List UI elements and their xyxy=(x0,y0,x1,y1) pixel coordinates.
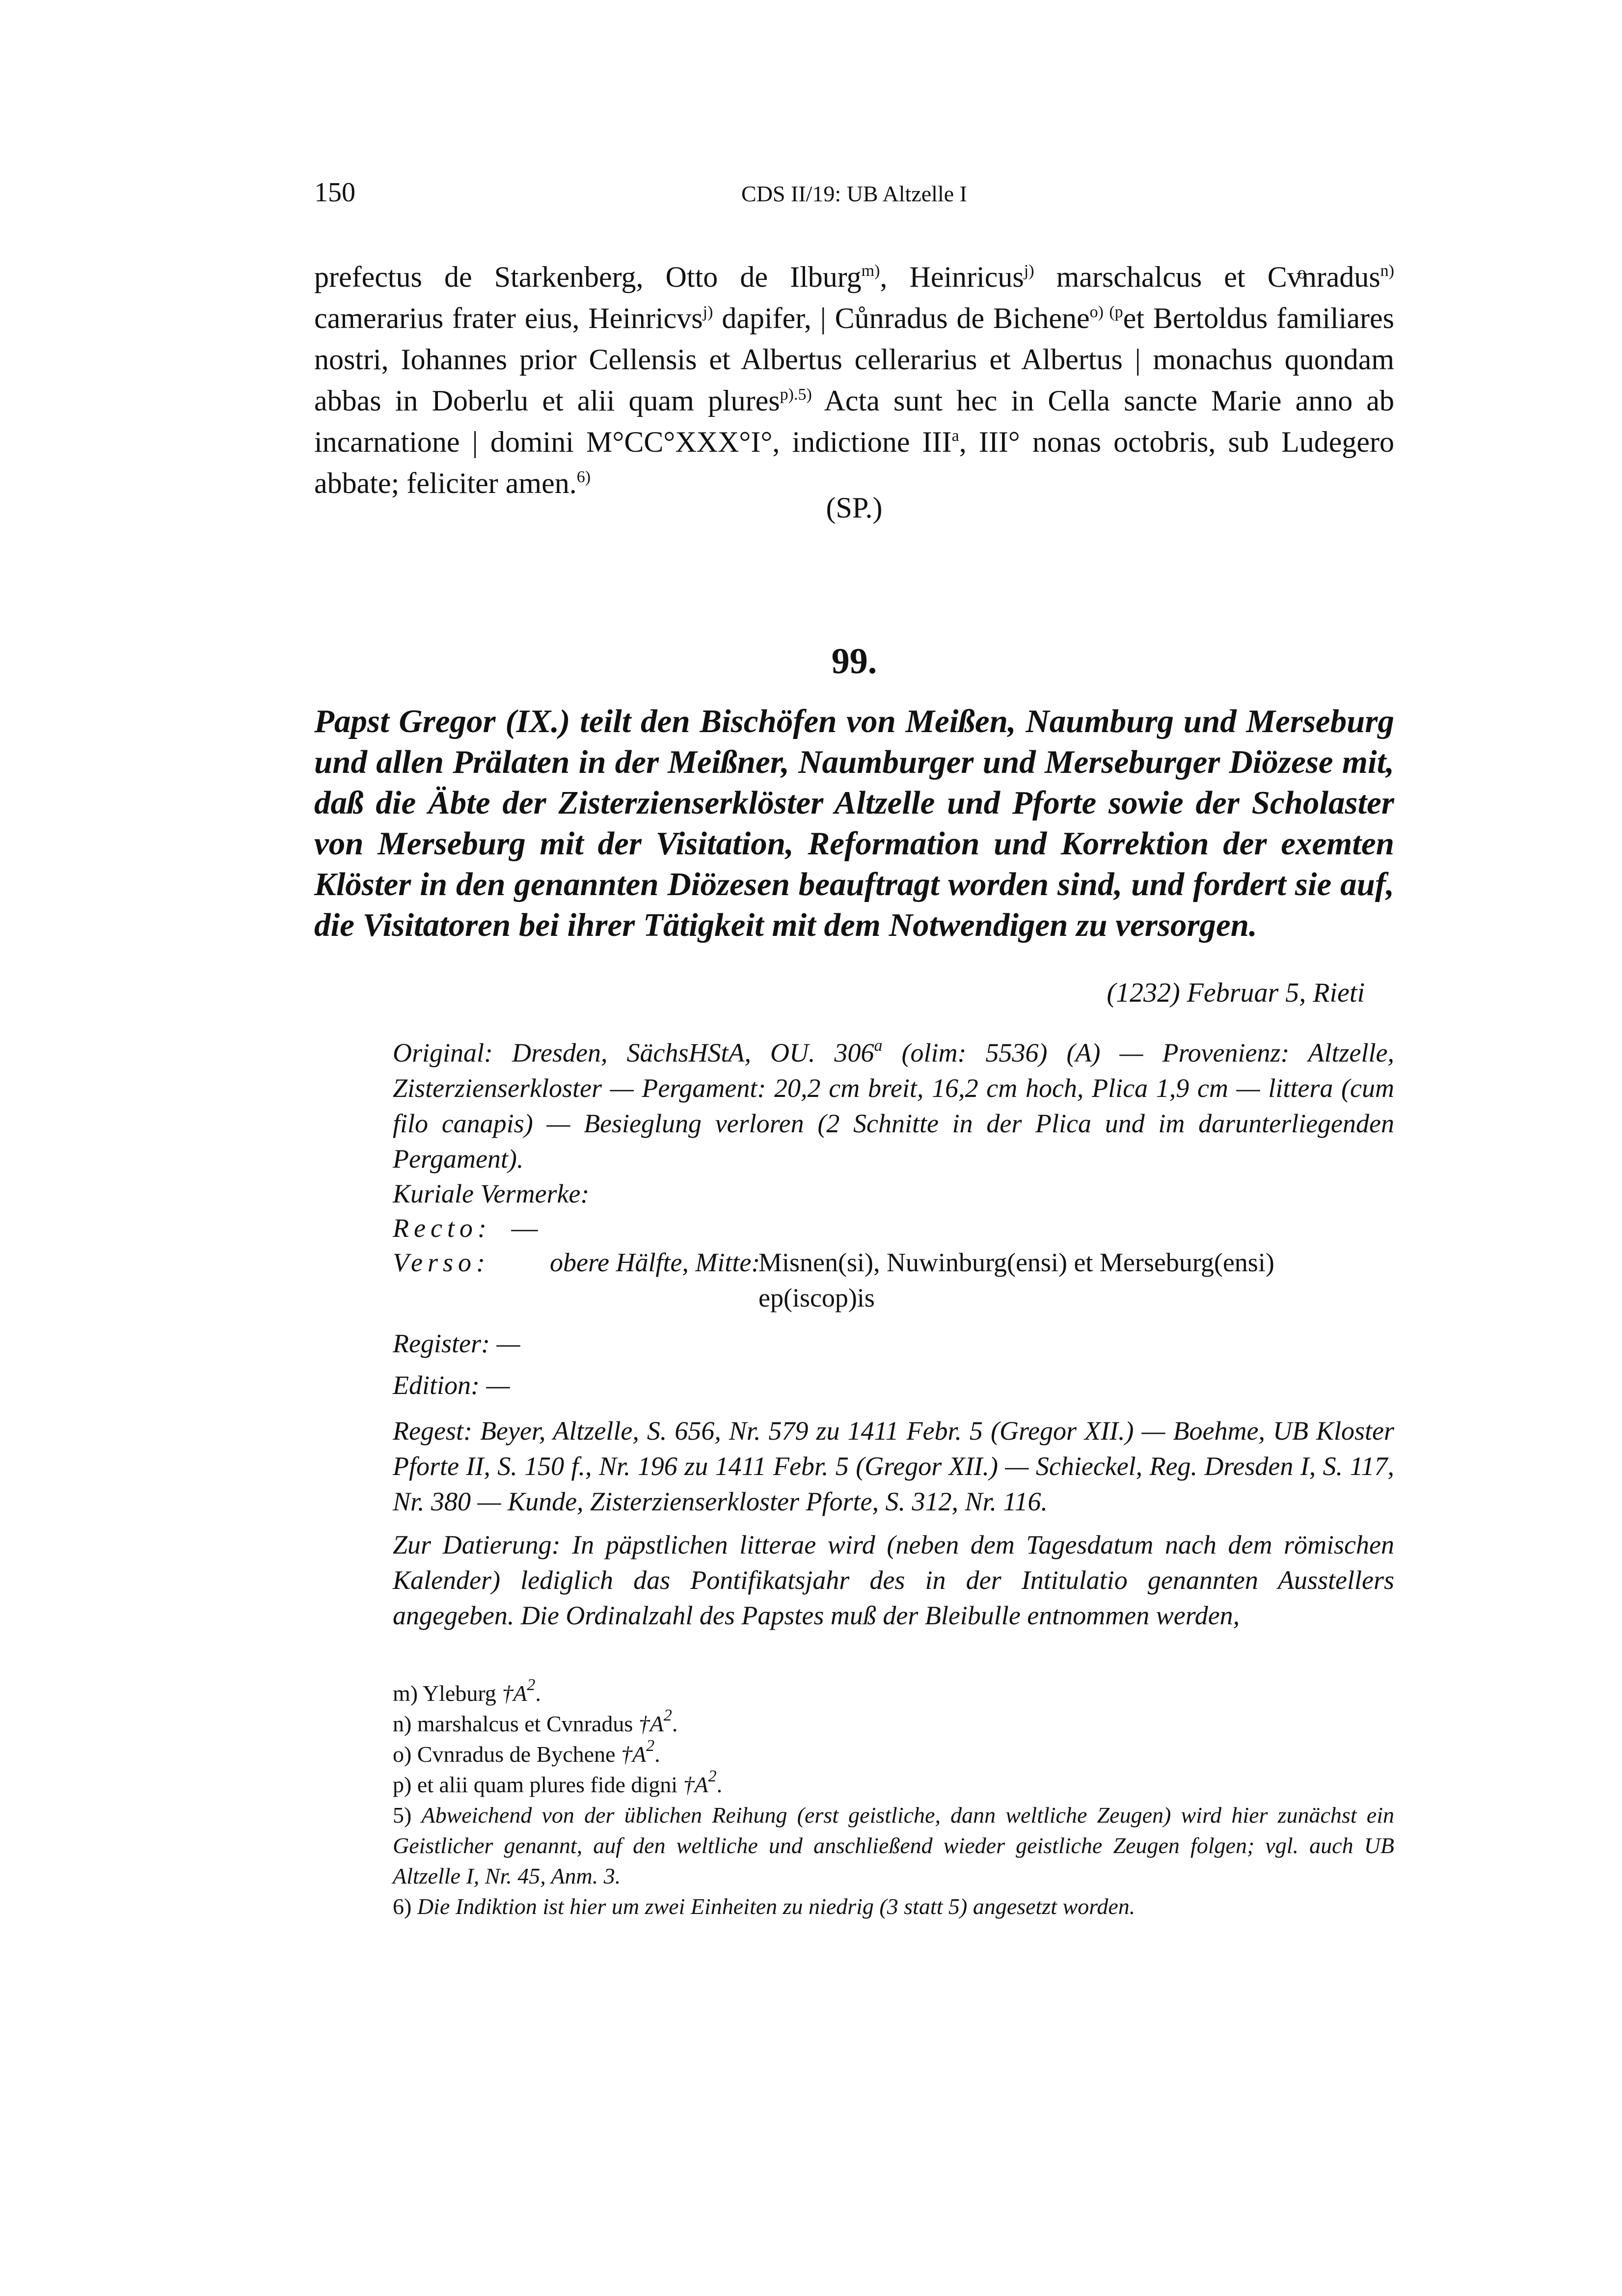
original-description: Original: Dresden, SächsHStA, OU. 306$^a$ (olim: 5536) (A) — Provenienz: Altzelle, Zisterzienserkloster — Pergament: 20,2 cm breit, 16,2 cm hoch, Plica 1,9 cm — littera (cum filo canapis) — Besieglung verloren (2 Schnitte in der Plica und im darunterliegenden Pergament). xyxy=(393,1037,1394,1174)
document-date: (1232) Februar 5, Rieti xyxy=(1107,978,1365,1008)
variant-marker-j: j) xyxy=(1024,262,1034,280)
recto-label: Recto: xyxy=(393,1213,491,1243)
verso-text: Misnen(si), Nuwinburg(ensi) et Merseburg(ensi) ep(iscop)is xyxy=(758,1248,1274,1312)
register-line: Register: — xyxy=(393,1329,520,1358)
variant-marker-p-open: (p xyxy=(1103,303,1123,321)
page-header xyxy=(314,177,1394,216)
variant-marker-n: n) xyxy=(1380,262,1394,280)
variant-marker-j: j) xyxy=(703,303,713,321)
footnote-5: 5) Abweichend von der üblichen Reihung (erst geistliche, dann weltliche Zeugen) wird hier zunächst ein Geistlicher genannt, auf den weltliche und anschließend wieder geistliche Zeugen folgen; vgl. auch UB Altzelle I, Nr. 45, Anm. 3. xyxy=(393,1803,1394,1888)
variant-marker-o: o) xyxy=(1089,303,1104,321)
regest-summary: Papst Gregor (IX.) teilt den Bischöfen von Meißen, Naumburg und Merseburg und allen Prälaten in der Meißner, Naumburger und Merseburger Diözese mit, daß die Äbte der Zisterzienserklöster Altzelle und Pforte sowie der Scholaster von Merseburg mit der Visitation, Reformation und Korrektion der exemten Klöster in den genannten Diözesen beauftragt worden sind, und fordert sie auf, die Visitatoren bei ihrer Tätigkeit mit dem Notwendigen zu versorgen. xyxy=(314,703,1394,943)
footnotes xyxy=(393,1678,1394,1922)
recto-line xyxy=(393,1210,1394,1246)
dating-note: Zur Datierung: In päpstlichen litterae wird (neben dem Tagesdatum nach dem römischen Kalender) lediglich das Pontifikatsjahr des in der Intitulatio genannten Ausstellers angegeben. Die Ordinalzahl des Papstes muß der Bleibulle entnommen werden, xyxy=(393,1530,1394,1630)
edition-line: Edition: — xyxy=(393,1370,510,1400)
page-number: 150 xyxy=(314,177,355,208)
footnote-o: o) Cvnradus de Bychene $\dagger A^2$. xyxy=(393,1737,660,1767)
footnote-p: p) et alii quam plures fide digni $\dagger A^2$. xyxy=(393,1767,723,1797)
verso-label: Verso: xyxy=(393,1248,490,1277)
signum: (SP.) xyxy=(826,492,883,524)
kuriale-vermerke-heading: Kuriale Vermerke: xyxy=(393,1179,590,1208)
verso-position: obere Hälfte, Mitte: xyxy=(550,1248,760,1277)
footnote-6: 6) Die Indiktion ist hier um zwei Einheiten zu niedrig (3 statt 5) angesetzt worden. xyxy=(393,1894,1135,1919)
regest-literature: Regest: Beyer, Altzelle, S. 656, Nr. 579 zu 1411 Febr. 5 (Gregor XII.) — Boehme, UB Kloster Pforte II, S. 150 f., Nr. 196 zu 1411 Febr. 5 (Gregor XII.) — Schieckel, Reg. Dresden I, S. 117, Nr. 380 — Kunde, Zisterzienserkloster Pforte, S. 312, Nr. 116. xyxy=(393,1416,1394,1516)
footnote-m: m) Yleburg $\dagger A^2$. xyxy=(393,1676,541,1706)
footnote-marker-6: 6) xyxy=(576,468,591,486)
footnote-marker-5: .5) xyxy=(793,385,812,404)
previous-document-text xyxy=(314,256,1394,504)
footnote-n: n) marshalcus et Cvnradus $\dagger A^2$. xyxy=(393,1706,678,1736)
running-title: CDS II/19: UB Altzelle I xyxy=(741,181,967,206)
recto-value: — xyxy=(511,1213,538,1243)
document-number: 99. xyxy=(831,641,877,682)
previous-document-paragraph: prefectus de Starkenberg, Otto de Ilburg$^{m)}$, Heinricus$^{j)}$ marschalcus et Cvͦnradus$^{n)}$ camerarius frater eius, Heinricvs$^{j)}$ dapifer, | Cůnradus de Bichene$^{o)}$ $^{(p}$et Bertoldus familiares nostri, Iohannes prior Cellensis et Albertus cellerarius et Albertus | monachus quondam abbas in Doberlu et alii quam plures$^{p).5)}$ Acta sunt hec in Cella sancte Marie anno ab incarnatione | domini M°CC°XXX°I°, indictione III$^a$, III° nonas octobris, sub Ludegero abbate; feliciter amen.$^{6)}$ xyxy=(314,261,1394,499)
variant-marker-p-close: p) xyxy=(780,385,794,404)
variant-marker-m: m) xyxy=(861,262,880,280)
